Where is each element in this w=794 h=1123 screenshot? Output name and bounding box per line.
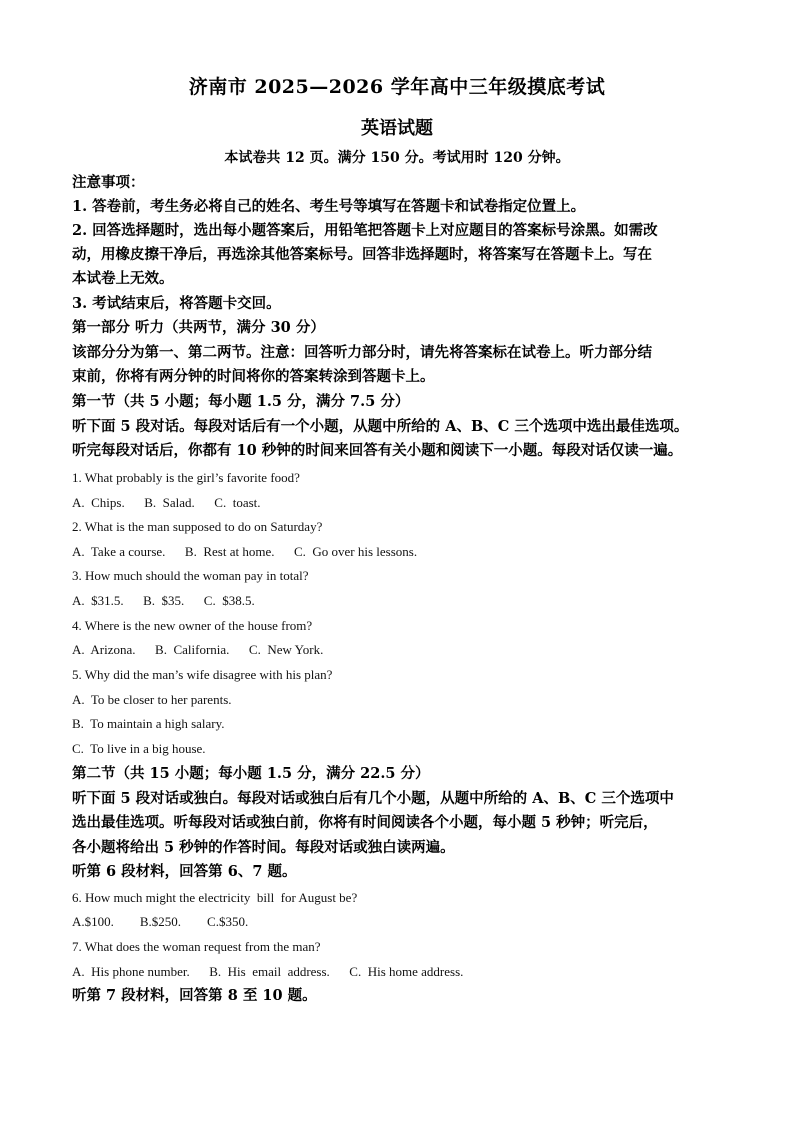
question-3-options: A. $31.5. B. $35. C. $38.5. <box>72 593 255 608</box>
part1-intro-line-1: 该部分分为第一、第二两节。注意：回答听力部分时，请先将答案标在试卷上。听力部分结 <box>72 344 652 361</box>
material-7-heading: 听第 7 段材料，回答第 8 至 10 题。 <box>72 987 317 1004</box>
exam-subtitle: 英语试题 <box>361 118 433 139</box>
exam-title: 济南市 2025—2026 学年高中三年级摸底考试 <box>188 76 606 98</box>
question-7-options: A. His phone number. B. His email address. C. His home address. <box>72 964 464 979</box>
section1-heading: 第一节（共 5 小题；每小题 1.5 分，满分 7.5 分） <box>72 393 410 410</box>
section1-instruction-line-1: 听下面 5 段对话。每段对话后有一个小题，从题中所给的 A、B、C 三个选项中选出最佳选项。 <box>72 418 689 435</box>
notice-item-2-line-2: 动，用橡皮擦干净后，再选涂其他答案标号。回答非选择题时，将答案写在答题卡上。写在 <box>72 246 652 263</box>
section2-instruction-line-1: 听下面 5 段对话或独白。每段对话或独白后有几个小题，从题中所给的 A、B、C 三个选项中 <box>72 790 674 807</box>
notice-item-3: 3. 考试结束后，将答题卡交回。 <box>72 295 281 312</box>
question-4-options: A. Arizona. B. California. C. New York. <box>72 642 324 657</box>
notice-item-2-line-1: 2. 回答选择题时，选出每小题答案后，用铅笔把答题卡上对应题目的答案标号涂黑。如需改 <box>72 222 658 239</box>
notice-heading: 注意事项： <box>72 174 145 191</box>
question-6-options: A.$100. B.$250. C.$350. <box>72 914 249 929</box>
question-5-option-a: A. To be closer to her parents. <box>72 692 232 707</box>
question-5: 5. Why did the man’s wife disagree with his plan? <box>72 667 333 682</box>
question-7: 7. What does the woman request from the man? <box>72 939 321 954</box>
question-2-options: A. Take a course. B. Rest at home. C. Go over his lessons. <box>72 544 418 559</box>
material-6-heading: 听第 6 段材料，回答第 6、7 题。 <box>72 863 297 880</box>
section1-instruction-line-2: 听完每段对话后，你都有 10 秒钟的时间来回答有关小题和阅读下一小题。每段对话仅读一遍。 <box>72 442 683 459</box>
question-6: 6. How much might the electricity bill for August be? <box>72 890 358 905</box>
section2-instruction-line-3: 各小题将给出 5 秒钟的作答时间。每段对话或独白读两遍。 <box>72 839 455 856</box>
question-1-options: A. Chips. B. Salad. C. toast. <box>72 495 261 510</box>
section2-instruction-line-2: 选出最佳选项。听每段对话或独白前，你将有时间阅读各个小题，每小题 5 秒钟；听完后， <box>72 814 658 831</box>
question-4: 4. Where is the new owner of the house from? <box>72 618 313 633</box>
question-3: 3. How much should the woman pay in total? <box>72 568 309 583</box>
notice-item-2-line-3: 本试卷上无效。 <box>72 270 174 287</box>
question-2: 2. What is the man supposed to do on Saturday? <box>72 519 323 534</box>
question-1: 1. What probably is the girl’s favorite food? <box>72 470 300 485</box>
exam-info: 本试卷共 12 页。满分 150 分。考试用时 120 分钟。 <box>224 150 570 166</box>
question-5-option-b: B. To maintain a high salary. <box>72 716 225 731</box>
notice-item-1: 1. 答卷前，考生务必将自己的姓名、考生号等填写在答题卡和试卷指定位置上。 <box>72 198 586 215</box>
part1-heading: 第一部分 听力（共两节，满分 30 分） <box>72 319 325 336</box>
section2-heading: 第二节（共 15 小题；每小题 1.5 分，满分 22.5 分） <box>72 765 430 782</box>
part1-intro-line-2: 束前，你将有两分钟的时间将你的答案转涂到答题卡上。 <box>72 368 435 385</box>
question-5-option-c: C. To live in a big house. <box>72 741 206 756</box>
